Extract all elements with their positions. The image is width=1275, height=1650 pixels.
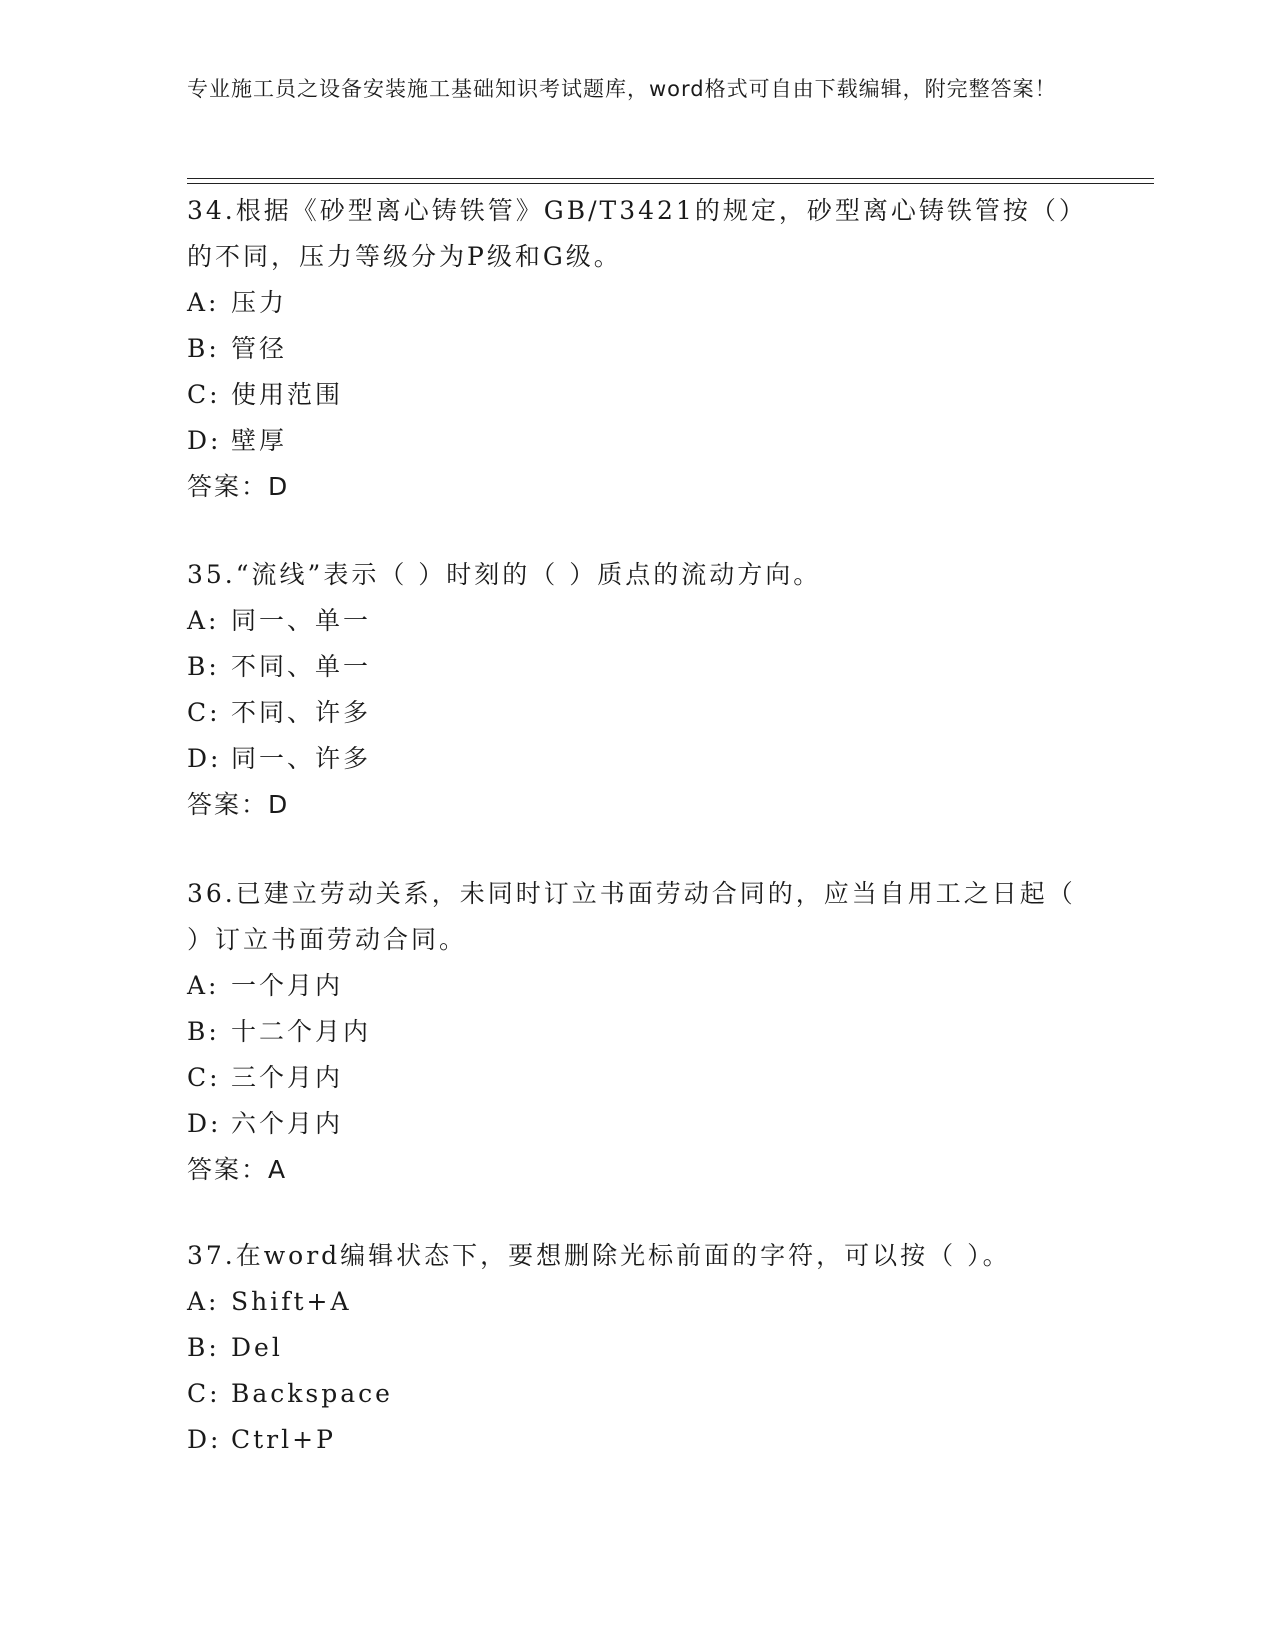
option-d — [187, 1101, 1087, 1147]
question-35 — [187, 552, 1087, 828]
option-letter: B: — [187, 334, 220, 363]
option-text: 同一、单一 — [231, 606, 372, 635]
option-letter: D: — [187, 426, 222, 455]
answer-line: 答案：A — [187, 1155, 288, 1184]
option-a — [187, 280, 1087, 326]
option-text: Del — [231, 1333, 283, 1362]
option-text: Shift+A — [231, 1287, 352, 1316]
option-text: 三个月内 — [231, 1063, 344, 1092]
option-text: 壁厚 — [231, 426, 288, 455]
option-text: 一个月内 — [231, 971, 344, 1000]
option-letter: D: — [187, 1425, 222, 1454]
option-text: Backspace — [231, 1379, 393, 1408]
option-d — [187, 736, 1087, 782]
option-c — [187, 1055, 1087, 1101]
option-letter: B: — [187, 652, 220, 681]
option-letter: D: — [187, 1109, 222, 1138]
option-letter: A: — [187, 1287, 220, 1316]
option-b — [187, 326, 1087, 372]
option-letter: C: — [187, 380, 221, 409]
option-c — [187, 372, 1087, 418]
option-b — [187, 1325, 1087, 1371]
header-divider-top — [187, 178, 1154, 179]
option-a — [187, 963, 1087, 1009]
option-text: 压力 — [231, 288, 288, 317]
option-letter: C: — [187, 1379, 221, 1408]
option-d — [187, 1417, 1087, 1463]
option-text: 管径 — [231, 334, 288, 363]
option-text: Ctrl+P — [231, 1425, 336, 1454]
option-letter: C: — [187, 698, 221, 727]
option-text: 十二个月内 — [231, 1017, 372, 1046]
option-letter: B: — [187, 1333, 220, 1362]
question-34 — [187, 188, 1087, 510]
question-stem: 34.根据《砂型离心铸铁管》GB/T3421的规定，砂型离心铸铁管按（）的不同，压力等级分为P级和G级。 — [187, 196, 1087, 271]
option-letter: C: — [187, 1063, 221, 1092]
option-text: 同一、许多 — [231, 744, 372, 773]
question-stem: 37.在word编辑状态下，要想删除光标前面的字符，可以按（ ）。 — [187, 1241, 1011, 1270]
option-letter: A: — [187, 288, 220, 317]
option-a — [187, 1279, 1087, 1325]
option-letter: D: — [187, 744, 222, 773]
option-d — [187, 418, 1087, 464]
option-letter: A: — [187, 606, 220, 635]
question-stem: 36.已建立劳动关系，未同时订立书面劳动合同的，应当自用工之日起（ ）订立书面劳动合同。 — [187, 879, 1076, 954]
option-c — [187, 1371, 1087, 1417]
option-letter: A: — [187, 971, 220, 1000]
question-stem: 35.“流线”表示（ ）时刻的（ ）质点的流动方向。 — [187, 560, 822, 589]
option-a — [187, 598, 1087, 644]
option-c — [187, 690, 1087, 736]
question-37 — [187, 1233, 1087, 1463]
option-b — [187, 1009, 1087, 1055]
answer-line: 答案：D — [187, 472, 290, 501]
question-36 — [187, 871, 1087, 1193]
answer-line: 答案：D — [187, 790, 290, 819]
option-text: 不同、许多 — [231, 698, 372, 727]
option-b — [187, 644, 1087, 690]
option-text: 六个月内 — [231, 1109, 344, 1138]
header-divider-bottom — [187, 183, 1154, 184]
document-header: 专业施工员之设备安装施工基础知识考试题库，word格式可自由下载编辑，附完整答案！ — [187, 77, 1057, 101]
option-text: 使用范围 — [231, 380, 344, 409]
option-text: 不同、单一 — [231, 652, 372, 681]
option-letter: B: — [187, 1017, 220, 1046]
